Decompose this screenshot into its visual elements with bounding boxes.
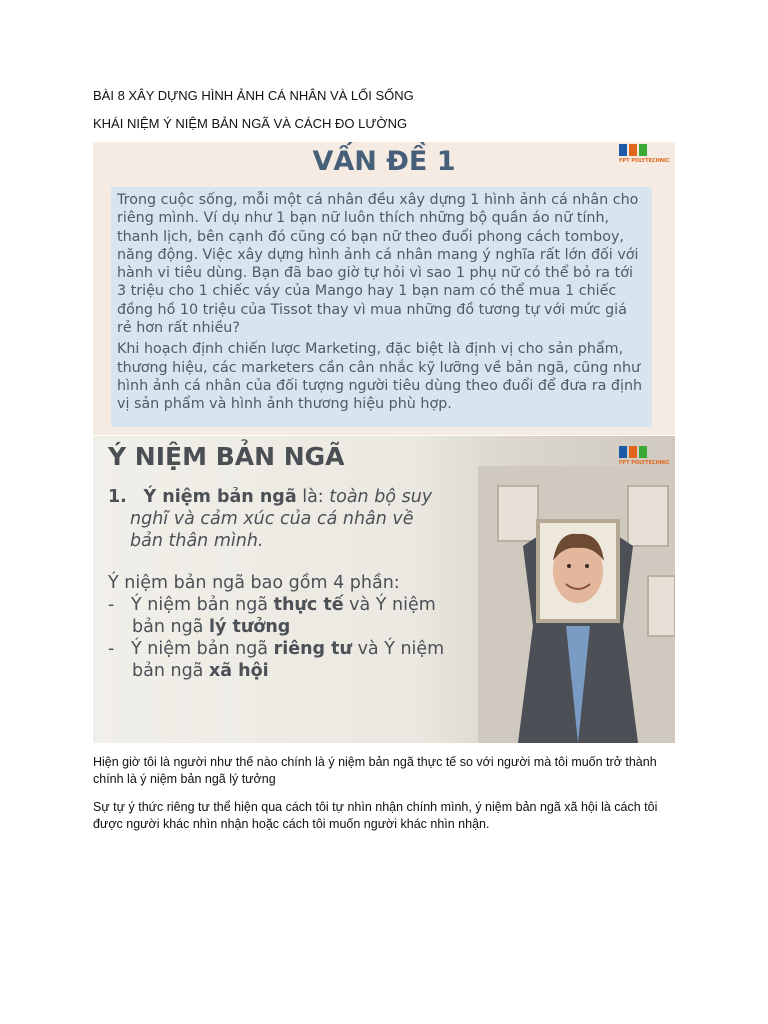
fpt-polytechnic-logo <box>619 144 670 170</box>
item2-c: và Ý niệm bản ngã <box>132 639 445 681</box>
bullet: - <box>108 595 115 615</box>
paragraph-social-self: Sự tự ý thức riêng tư thể hiện qua cách tôi tự nhìn nhận chính mình, ý niệm bản ngã xã hội là cách tôi được người khác nhìn nhận hoặc cách tôi muốn người khác nhìn nhận. <box>93 800 658 831</box>
paragraph-ideal-self: Hiện giờ tôi là người như thế nào chính là ý niệm bản ngã thực tế so với người mà tôi muốn trở thành chính là ý niệm bản ngã lý tưởng <box>93 755 657 786</box>
logo-text: FPT POLYTECHNIC <box>619 158 670 164</box>
def-text: toàn bộ suy nghĩ và cảm xúc của cá nhân về bản thân mình. <box>130 487 433 551</box>
slide-problem-1 <box>93 142 675 435</box>
bullet: - <box>108 639 115 659</box>
item1-c: và Ý niệm bản ngã <box>132 595 436 637</box>
item2-d: xã hội <box>208 661 269 681</box>
def-number: 1. <box>108 487 127 507</box>
definition <box>108 486 448 552</box>
item2-b: riêng tư <box>273 639 352 659</box>
item1-a: Ý niệm bản ngã <box>131 595 274 615</box>
heading-concept: KHÁI NIỆM Ý NIỆM BẢN NGÃ VÀ CÁCH ĐO LƯỜNG <box>93 116 408 131</box>
item1-b: thực tế <box>273 595 344 615</box>
slide2-title: Ý NIỆM BẢN NGÃ <box>108 442 345 471</box>
item1-d: lý tưởng <box>208 617 291 637</box>
slide1-body <box>111 187 652 427</box>
slide-self-concept <box>93 436 675 743</box>
slide1-paragraph-2: Khi hoạch định chiến lược Marketing, đặc biệt là định vị cho sản phẩm, thương hiệu, các marketers cần cân nhắc kỹ lưỡng về bản ngã, cũng như hình ảnh cá nhân của đối tượng người tiêu dùng theo đuổi để đưa ra định vị sản phẩm và hình ảnh thương hiệu phù hợp. <box>117 341 643 413</box>
slide2-content <box>108 486 448 682</box>
parts-intro: Ý niệm bản ngã bao gồm 4 phần: <box>108 573 400 593</box>
logo-text: FPT POLYTECHNIC <box>619 460 670 466</box>
slide1-paragraph-1: Trong cuộc sống, mỗi một cá nhân đều xây dựng 1 hình ảnh cá nhân cho riêng mình. Ví dụ như 1 bạn nữ luôn thích những bộ quần áo nữ tính, thanh lịch, bên cạnh đó cũng có bạn nữ theo đuổi phong cách tomboy, năng động. Việc xây dựng hình ảnh cá nhân mang ý nghĩa rất lớn đối với hành vi tiêu dùng. Bạn đã bao giờ tự hỏi vì sao 1 phụ nữ có thể bỏ ra tới 3 triệu cho 1 chiếc váy của Mango hay 1 bạn nam có thể mua 1 chiếc đồng hồ 10 triệu của Tissot thay vì mua những đồ tương tự với mức giá rẻ hơn rất nhiều? <box>117 192 639 337</box>
item2-a: Ý niệm bản ngã <box>131 639 274 659</box>
heading-lesson: BÀI 8 XÂY DỰNG HÌNH ẢNH CÁ NHÂN VÀ LỐI SỐNG <box>93 88 414 103</box>
def-term: Ý niệm bản ngã <box>143 487 297 507</box>
slide1-title: VẤN ĐỀ 1 <box>312 146 456 177</box>
def-colon: là: <box>296 487 330 507</box>
man-holding-frame-image <box>478 466 675 743</box>
list-item <box>108 638 448 682</box>
list-item <box>108 594 448 638</box>
